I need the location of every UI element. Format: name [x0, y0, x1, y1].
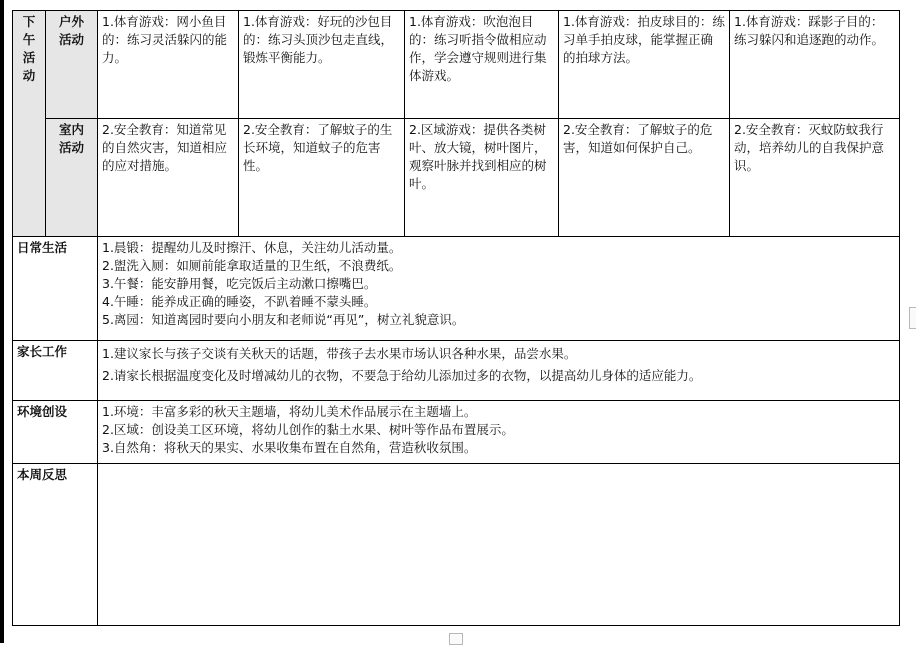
table-resize-handle[interactable] — [449, 633, 463, 645]
indoor-label — [46, 119, 98, 237]
list-item: 3.自然角：将秋天的果实、水果收集布置在自然角，营造秋收氛围。 — [102, 440, 477, 455]
environment-content[interactable] — [98, 401, 900, 464]
weekly-plan-table — [12, 10, 900, 626]
indoor-activity-text: 2.安全教育：知道常见的自然灾害，知道相应的应对措施。 — [102, 122, 228, 173]
outdoor-activity-fri[interactable] — [730, 11, 900, 119]
list-item: 3.午餐：能安静用餐，吃完饭后主动漱口擦嘴巴。 — [102, 276, 377, 291]
outdoor-label — [46, 11, 98, 119]
outdoor-label-text: 户外活动 — [58, 14, 84, 47]
daily-life-row — [13, 237, 900, 341]
parents-row — [13, 341, 900, 401]
indoor-activity-tue[interactable] — [239, 119, 405, 237]
environment-row — [13, 401, 900, 464]
outdoor-activity-tue[interactable] — [239, 11, 405, 119]
list-item: 1.建议家长与孩子交谈有关秋天的话题，带孩子去水果市场认识各种水果，品尝水果。 — [102, 346, 577, 361]
indoor-activity-mon[interactable] — [98, 119, 239, 237]
page-margin-rule — [0, 0, 4, 643]
outdoor-activity-text: 1.体育游戏：拍皮球目的：练习单手拍皮球，能掌握正确的拍球方法。 — [563, 14, 725, 65]
environment-label: 环境创设 — [13, 401, 98, 464]
outdoor-activity-thu[interactable] — [559, 11, 730, 119]
daily-life-label: 日常生活 — [13, 237, 98, 341]
indoor-activity-text: 2.安全教育：了解蚊子的生长环境，知道蚊子的危害性。 — [243, 122, 393, 173]
list-item: 2.盥洗入厕：如厕前能拿取适量的卫生纸，不浪费纸。 — [102, 258, 402, 273]
afternoon-indoor-row — [13, 119, 900, 237]
outdoor-activity-wed[interactable] — [405, 11, 559, 119]
afternoon-label — [13, 11, 46, 237]
afternoon-label-text: 下午活动 — [22, 14, 36, 83]
daily-life-content[interactable] — [98, 237, 900, 341]
list-item: 5.离园：知道离园时要向小朋友和老师说“再见”，树立礼貌意识。 — [102, 312, 465, 327]
outdoor-activity-text: 1.体育游戏：踩影子目的：练习躲闪和追逐跑的动作。 — [734, 14, 885, 47]
indoor-activity-thu[interactable] — [559, 119, 730, 237]
indoor-activity-text: 2.安全教育：灭蚊防蚊我行动，培养幼儿的自我保护意识。 — [734, 122, 885, 173]
list-item: 1.晨锻：提醒幼儿及时擦汗、休息，关注幼儿活动量。 — [102, 240, 402, 255]
reflection-content[interactable] — [98, 464, 900, 626]
indoor-activity-fri[interactable] — [730, 119, 900, 237]
outdoor-activity-text: 1.体育游戏：好玩的沙包目的：练习头顶沙包走直线，锻炼平衡能力。 — [243, 14, 394, 65]
list-item: 2.区域：创设美工区环境，将幼儿创作的黏土水果、树叶等作品布置展示。 — [102, 422, 514, 437]
reflection-label: 本周反思 — [13, 464, 98, 626]
side-scroll-tab[interactable] — [909, 307, 916, 329]
parents-label: 家长工作 — [13, 341, 98, 401]
list-item: 4.午睡：能养成正确的睡姿，不趴着睡不蒙头睡。 — [102, 294, 377, 309]
afternoon-outdoor-row — [13, 11, 900, 119]
list-item: 2.请家长根据温度变化及时增减幼儿的衣物，不要急于给幼儿添加过多的衣物，以提高幼儿身体的适应能力。 — [102, 368, 702, 383]
list-item: 1.环境：丰富多彩的秋天主题墙，将幼儿美术作品展示在主题墙上。 — [102, 404, 477, 419]
indoor-activity-text: 2.安全教育：了解蚊子的危害，知道如何保护自己。 — [563, 122, 713, 155]
outdoor-activity-mon[interactable] — [98, 11, 239, 119]
outdoor-activity-text: 1.体育游戏：吹泡泡目的：练习听指令做相应动作，学会遵守规则进行集体游戏。 — [409, 14, 547, 83]
outdoor-activity-text: 1.体育游戏：网小鱼目的：练习灵活躲闪的能力。 — [102, 14, 228, 65]
parents-content[interactable] — [98, 341, 900, 401]
indoor-activity-text: 2.区域游戏：提供各类树叶、放大镜，树叶图片，观察叶脉并找到相应的树叶。 — [409, 122, 547, 191]
reflection-row — [13, 464, 900, 626]
indoor-label-text: 室内活动 — [58, 122, 84, 155]
indoor-activity-wed[interactable] — [405, 119, 559, 237]
